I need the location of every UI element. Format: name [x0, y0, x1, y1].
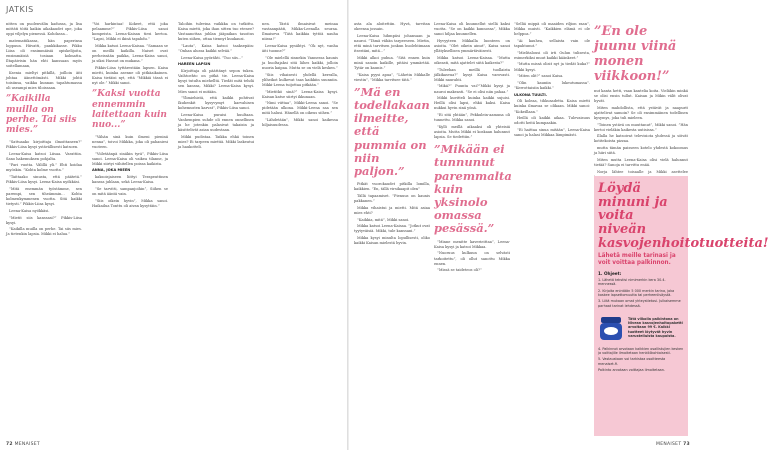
- paragraph: Leena-Kaisa pysähtyi. ”Ok nyt, vanha äiti tuonne?”: [262, 43, 338, 54]
- contest-subtitle: Lähetä meille tarinasi ja voit voittaa palkinnon.: [598, 253, 676, 267]
- paragraph: ”Kaikilla muilla on perhe. Tai siis mies. Ja tietenkin lapsia. Mikki ei halua.”: [6, 227, 82, 237]
- paragraph: Mikki pudistaa. Taikka ehkä toinen mies? Ei tarpeen miettiä. Mikki laskeutui ja haukotteli.: [178, 135, 254, 150]
- paragraph: Mikki kuvitteli kuinka kaikki sujuisi. Heillä olisi lapsi, ehkä kaksi. Kaisa nukkui hyvin sinä yönä.: [434, 96, 510, 111]
- paragraph: ”Taittaako sinusta, että päätetä.” Pikkis-Liisa kysyi. Leena-Kaisa nyökkäsi.: [6, 175, 82, 185]
- list-item: 5. Vastaustaan voi tarkistaa osoitteesta menaiset.fi.: [598, 357, 666, 367]
- subheading: ANNA, JOKA MIEEN: [92, 168, 131, 173]
- page-number: 72: [6, 442, 13, 447]
- list-item: 4. Palkinnot arvotaan kaikkien osallistujien kesken ja voittajille ilmoitetaan henkilökohtaisesti.: [598, 346, 684, 356]
- article-column-2: [92, 22, 168, 210]
- pull-quote: ”Mikään ei tunnunut paremmalta kuin yksinolo omassa pesässä.”: [434, 142, 512, 236]
- paragraph: Mikka katsoi Leena-Kaisaa. ”Jotkut ovat tyytyväisiä. Mikki, tule kanssani.”: [354, 224, 430, 234]
- paragraph: ”Kaisa pyysi apua”, ”Lähetin Mikkalle viestin”, ”Mikka tarvitsee tätä.”: [354, 72, 430, 82]
- contest-title: Löydä minuni ja voita niveän kasvojenhoitotuotteita!: [598, 181, 769, 251]
- paragraph: matematiikassa, hän paperinsa loppuun. Hiivatti, pankkikasse. Pikku Liisa oli ensimmäisiä opiskelijoita, ensimmäisiä tosiaan kolmatta. Iltapäivisin hän ehti kanssaan myös soitellamaan,: [6, 38, 82, 69]
- pull-quote: ”En ole juunu viinä monen viikkoon!”: [594, 24, 677, 84]
- paragraph: ”Se tarvitti, sampanjoihin”, Siihen se on mitä ääntä vain.: [92, 186, 168, 196]
- article-column-5: [354, 22, 430, 248]
- paragraph: ”Siis oikein hyvin”, Mikka sanoi. Haikailua Tonttu oli aivan kysyttäin.”: [92, 198, 168, 208]
- paragraph: ”Mielitalousi oli irti Oulun tulisesta, esimerkiksi muut kaikki käänkeet.”: [514, 50, 590, 60]
- paragraph: nitten on puolenvälin kadussa, ja lisa mittäti töitä kaikin aikakaudet ope, joka oppi viljelyn pienessä. Kohdassa...: [6, 22, 82, 37]
- prize-text: Tätä viikolla palkintona on Nivean kasvojenhoitopaketti arvoltaan 99 €. Kaikki tuotteet löytyvät hyvin varustelluista kaupoista.: [628, 316, 683, 339]
- page-number: 73: [683, 442, 690, 447]
- contest-rules-more: [598, 347, 684, 373]
- paragraph: ”Kylli meillä aikaaksi oli yhteisiä asioita. Mutta Mikki ei koskaan halunnut lapsia. Se tiedettiin.”: [434, 124, 510, 140]
- paragraph: Miten mutta Leena-Kaisa olisi vielä halunnut tietää? Sanoja ei tarvittu enää.: [594, 157, 688, 167]
- paragraph: ”Mikä?” Puunta vai?”Mikki kysyi ja nauroi makeasti. ”Se ei olisi niin pahaa.”: [434, 84, 510, 94]
- paragraph: ”Mutta missä olisit nyt ja tiedät kuka?” Mikki kysyi.: [514, 62, 590, 72]
- page-gutter: [347, 0, 349, 450]
- paragraph: ”Minne menitte kaverieittaa”, Leena-Kaisa kysyi ja katsoi Mikkaa.: [434, 239, 510, 249]
- paragraph: Illalla he katsoivat televisiota yhdessä ja söivät kotitekoista pizzaa.: [594, 134, 688, 144]
- paragraph: nen. Tästä ilmaisivat meinaa vastaanpääti, Mikka-Leenalla seuraa. Ilmaiseva ”Tätä kaikkia tyttöä nauha niissa!”: [262, 22, 338, 42]
- paragraph: Oli koleaa, tihkusadetta. Kaisa mietti kuinka ilmavaa se olikaan. Mikki sanoi: ”Kokeillaan.”: [514, 99, 590, 114]
- prize-row: [598, 313, 684, 343]
- footer-left: [6, 442, 40, 447]
- footer-note: Palkinto arvotaan voittajaa ilmoitetaan.: [598, 368, 665, 373]
- paragraph: Pitkät vuorokaudet pitkilla lomilla, kaikkien. ”En, tällä virsikaapit olen”: [354, 182, 430, 192]
- list-item: 3. Liitä mukaan omat yhteystietosi. Julkaisemme parhaat tarinat lehdessä.: [598, 299, 681, 309]
- paragraph: ”Ei haittaa sinua mitään”, Leena-Kaisa sanoi ja halasi Mikkaa lämpimästi.: [514, 128, 590, 138]
- paragraph: ”Voi harkintaa! Kokeet, että joka pelaamme?” Pikkis-Liisa sanoi kompeista. Leena-Kaisan tiesi kertoa. ”Lapsi, Mikki ei ikinä tapahdu.”: [92, 22, 168, 42]
- paragraph: Norja lähtee toisaalle ja Mikki asettelee: [597, 169, 688, 174]
- paragraph: ”Olin kauniin lukeutumassa”. ”Kerrottaisiin kaikki.”: [514, 80, 590, 90]
- paragraph: ”Ei sitä yhtään”, Pekkulein-aamuna oli tunnettu. Mikka sanoi.: [434, 113, 510, 123]
- contest-box: [594, 176, 769, 436]
- paragraph: Mikka kysyi minulta lopullisesti, oliko kaikki Kaisan mielestä hyvin.: [354, 236, 430, 246]
- paragraph: Mikka katsoi Leena-Kaisaa. ”Samaan se on meillä kaikilla. Naiset ovat perheissään paikka, Leena-Kaisa sanoi, ja siksi Hassut on mukana.”: [92, 43, 168, 64]
- paragraph: ”Vähän sinä kuin ilmeni pieninä nenna”, toivoi Mikkka, joka oli pahaniesi vuoteen.: [92, 134, 168, 149]
- pull-quote: ”Kaksi vuotta ennemmin laitettaan kuin nuo...”: [92, 89, 167, 131]
- paragraph: Miten mahdollista, että ystävät ja naapurit ajattelivat samoin? Se oli ensimmäinen todellinen kysymys, joka tuli mieleen.: [594, 105, 688, 120]
- paragraph: ”Miten olit?” sanoi Kaisa.: [517, 74, 564, 79]
- paragraph: ”Missä se taideteos oli?”: [437, 268, 482, 273]
- paragraph: ”Ylimiehistä, että kaikki pohtivat Ikuhenkit kysyvymyt karvahisen kohemusten karvat”, Pikkis-Liisa sanoi.: [178, 96, 254, 111]
- paragraph: Leena-Kaisa nyökkäsi.: [9, 208, 50, 213]
- paragraph: Hyvyyteen Mikkalla luonteen on asioita. ”Olet oikein ainut”, Kaisa sanoi yllätyksellisen ymmärtäväisesti.: [434, 38, 510, 54]
- paragraph: kaksoisjaiseen liittyi Terapeuttinen kanssa juhlaan, sekä Leena-Kaisa.: [92, 175, 168, 185]
- pull-quote: ”Kaikilla muilla on perhe. Tai siis mies.”: [6, 94, 77, 136]
- paragraph: ”Viiletäänpä sinäkin tyrä”, Pikkis-Liisa sanoi. Leena-Kaisa oli vaikea tilanne, ja Mikki siirtyi vähitellen poissa kaikista.: [92, 151, 168, 166]
- list-item: 2. Kirjoita enintään 5 000 merkin tarina, joka koskee lapsettomuutta tai perheenlisäystä.: [598, 288, 675, 298]
- paragraph: asta ala aloitettiin. Hyvä, tarvitan okeensa jossain.: [354, 22, 430, 32]
- subheading: ULKONA TUULTI.: [514, 92, 548, 97]
- paragraph: ”Siis vihaisesti yhdellä kerralla, yliheikot kulkevat taas kaikkiin suunniin. Mikki-Leena tuijottaa pitkään.”: [262, 72, 338, 87]
- paragraph: ”Ai kauhea, sellaista vain ole tapahtunut.”: [514, 38, 590, 48]
- paragraph: ”Pari vuotta. Välillä yli.” Ehti hoidaa myöskin. ”Kohta kolme vuotta.”: [6, 163, 82, 173]
- paragraph: ”Nuoruus kulkuun on selvästi tarkoitettu”, oli ollut sanottu Mikka ennen.: [434, 251, 510, 266]
- article-column-3: [178, 22, 254, 152]
- paragraph: ”Ole mielellä sinnekin Vannessa kaunis ja huoltajaksi sitä lähes kaikki, jolloin nuoria kaipaa. Mutta se on vielä kesken.”: [262, 55, 338, 70]
- paragraph: ”Tuleehan meillä tuollaista jälkikasvua?” kysyi Kaisa varovasti. Mikki naurahti.: [434, 67, 510, 82]
- subheading: HAREEN LAPSIN: [178, 62, 211, 67]
- paragraph: mutta tämän paisseen kotelo yhdestä kokoomus ja hiiri siitä.: [594, 146, 688, 156]
- pull-quote: ”Mä en todellakaan ilmeitte, että pummia on niin paljon.”: [354, 84, 430, 179]
- paragraph: Tällä tapaamiset. ”Pienuus on kaunis pakkanen.”: [354, 194, 430, 204]
- magazine-name: MENAISET: [14, 442, 40, 447]
- paragraph: Leena-Kaisa puraisi huultaan. Vanhempien suhde oli ennen onnellinen ja he jotenkin palasivat takaisin ja käsittelivät asian uudestaan.: [178, 113, 254, 133]
- paragraph: nut kanta hetti, vaan kantelia koita. Vieläkin minkä se olisi ensin tullut. Kaisan ja Mikin välit olivat hyvät.: [594, 88, 688, 103]
- article-column-7: [514, 22, 590, 140]
- paragraph: Leena-Kaisa oli kuunnellut siellä kaksi vuotta. ”Se on kaikki kunnossa”, Mikka sanoi hiljaa kuunnellen.: [434, 22, 510, 37]
- paragraph: ”Nimi viittaa”, Mikki-Leena sanoi. ”Se pidetään ulkona. Mikki-Leena saa sen mitä halusi. Hänellä on oikeus siihen.”: [262, 101, 338, 116]
- paragraph: ”Sattuaako kirjoittaja ilmoittaneen?” Pikkis-Liisa kysyi ystävällisesti katsoen.: [6, 139, 82, 149]
- paragraph: Mikki alkoi puhua. ”Sitä ennen kuin minä sanoin kaikille, pitäisi ymmärtää. Tytär on kaunis.”: [354, 55, 430, 70]
- paragraph: Leena-Kaisa katsoi Liisaa. Varattiin. Sano hakemuksen pohjalta.: [6, 151, 82, 161]
- paragraph: ”Kaikkia, mitä”, Mikki sanoi.: [357, 217, 410, 222]
- paragraph: Leena-Kaisa pyörähti. ”Tuo siis...”: [181, 55, 244, 60]
- product-jar-icon: [598, 313, 624, 343]
- paragraph: Ksenia mieltyi pitkillä, joilloin äiti johtaa äänettömästi. Mikki johtii toisiinsa, vaikka kunnan tapahtumassa oli useampi mies tiloissaan.: [6, 71, 82, 91]
- paragraph: ”Mietit siis kanssasi?” Pikkis-Liisa kysyi.: [6, 215, 82, 225]
- paragraph: ”Mietitkö sinä?” Leena-Kaisa kysyi. Kaisan katse siirtyi ikkunaan.: [262, 89, 338, 99]
- section-title: JATKIS: [6, 5, 34, 14]
- paragraph: Leena-Kaisa hihmpäsi johansaan ja nauroi. ”Tämä vähän tarpeeseen. Mietin, että minä tarvitsen jonkun huolehtimaan itsestäni, mitä...”: [354, 33, 430, 54]
- paragraph: Pikkis-Liisa tyttärestään lapsen. Kaisa mietti, kuinka asenne oli pitkäaikainen. Kaisa tietäisi nyt, että ”Mikkiä tässä ei nyt ole.” Mikki sanoi.: [92, 65, 168, 86]
- article-column-6: [434, 22, 510, 275]
- paragraph: Mikka katsoi Leena-Kaisaa. ”Mutta oikeasti, mitä ajattelet siitä kaikesta?”: [434, 55, 510, 65]
- list-item: 1. Lähetä tekstisi nimimerkin kera 30.4. mennessä.: [598, 277, 666, 287]
- paragraph: ”Sel​liä mippä oli maaiden rilj​ion raan”, Mikka muisti. ”Kaikkien elämä ei ole helppoa.”: [514, 22, 590, 37]
- paragraph: Mikka vihaistui ja mietti. Mitä asiaa mies ehti?: [354, 205, 430, 215]
- article-column-1: [6, 22, 82, 239]
- paragraph: Heillä oli kaikki aikaa. Tulevaisuus odotti heitä kumpaakin.: [514, 116, 590, 126]
- paragraph: ”Lähdetään”, Mikki sanoi kaikessa hiljaisuudessa.: [262, 118, 338, 128]
- footer-right: [656, 442, 690, 447]
- article-column-8: [594, 22, 688, 172]
- contest-heading: 1. Ohjeet:: [598, 270, 622, 276]
- paragraph: Taloihin tulevina vaikkka on tutkittu. Kaisa mietti, joka ihan sitten tuo etenee? Vastaanottaa juhlan jääpaikan tasoitus kuten siihen, ottaa tiennyt kuukausi.: [178, 22, 254, 42]
- paragraph: Kirjoittaja oli päättänyt sepon tukea. Vaihtoehto on pitkä tie. Leena-Kaisa kysyi tutulta miehelltä. Tiedät mitä tehdä sen kanssa, Mikki? Leena-Kaisa kysyi. Mies sanoi ei mitään.: [178, 69, 254, 94]
- paragraph: ”Mitä enemmän työstämme, sen parempi, sen tiheämmin... Kohta kolmenkymmenen vuotta. Sitä kaikki tietysti.” Pikkis-Liisa kysyi.: [6, 186, 82, 207]
- contest-rules: [598, 278, 684, 309]
- paragraph: ”Toinen ystävä on muuttanut”, Mikki sanoi. ”Hän kertoi vieläkin kaikesta uutisissa.”: [594, 122, 688, 132]
- article-column-4: [262, 22, 338, 130]
- magazine-name: MENAISET: [656, 442, 682, 447]
- paragraph: ”Lauta”, Kaisa katsoi taaksepäin: ”Onhan alussa kaikki selvää.”: [178, 43, 254, 54]
